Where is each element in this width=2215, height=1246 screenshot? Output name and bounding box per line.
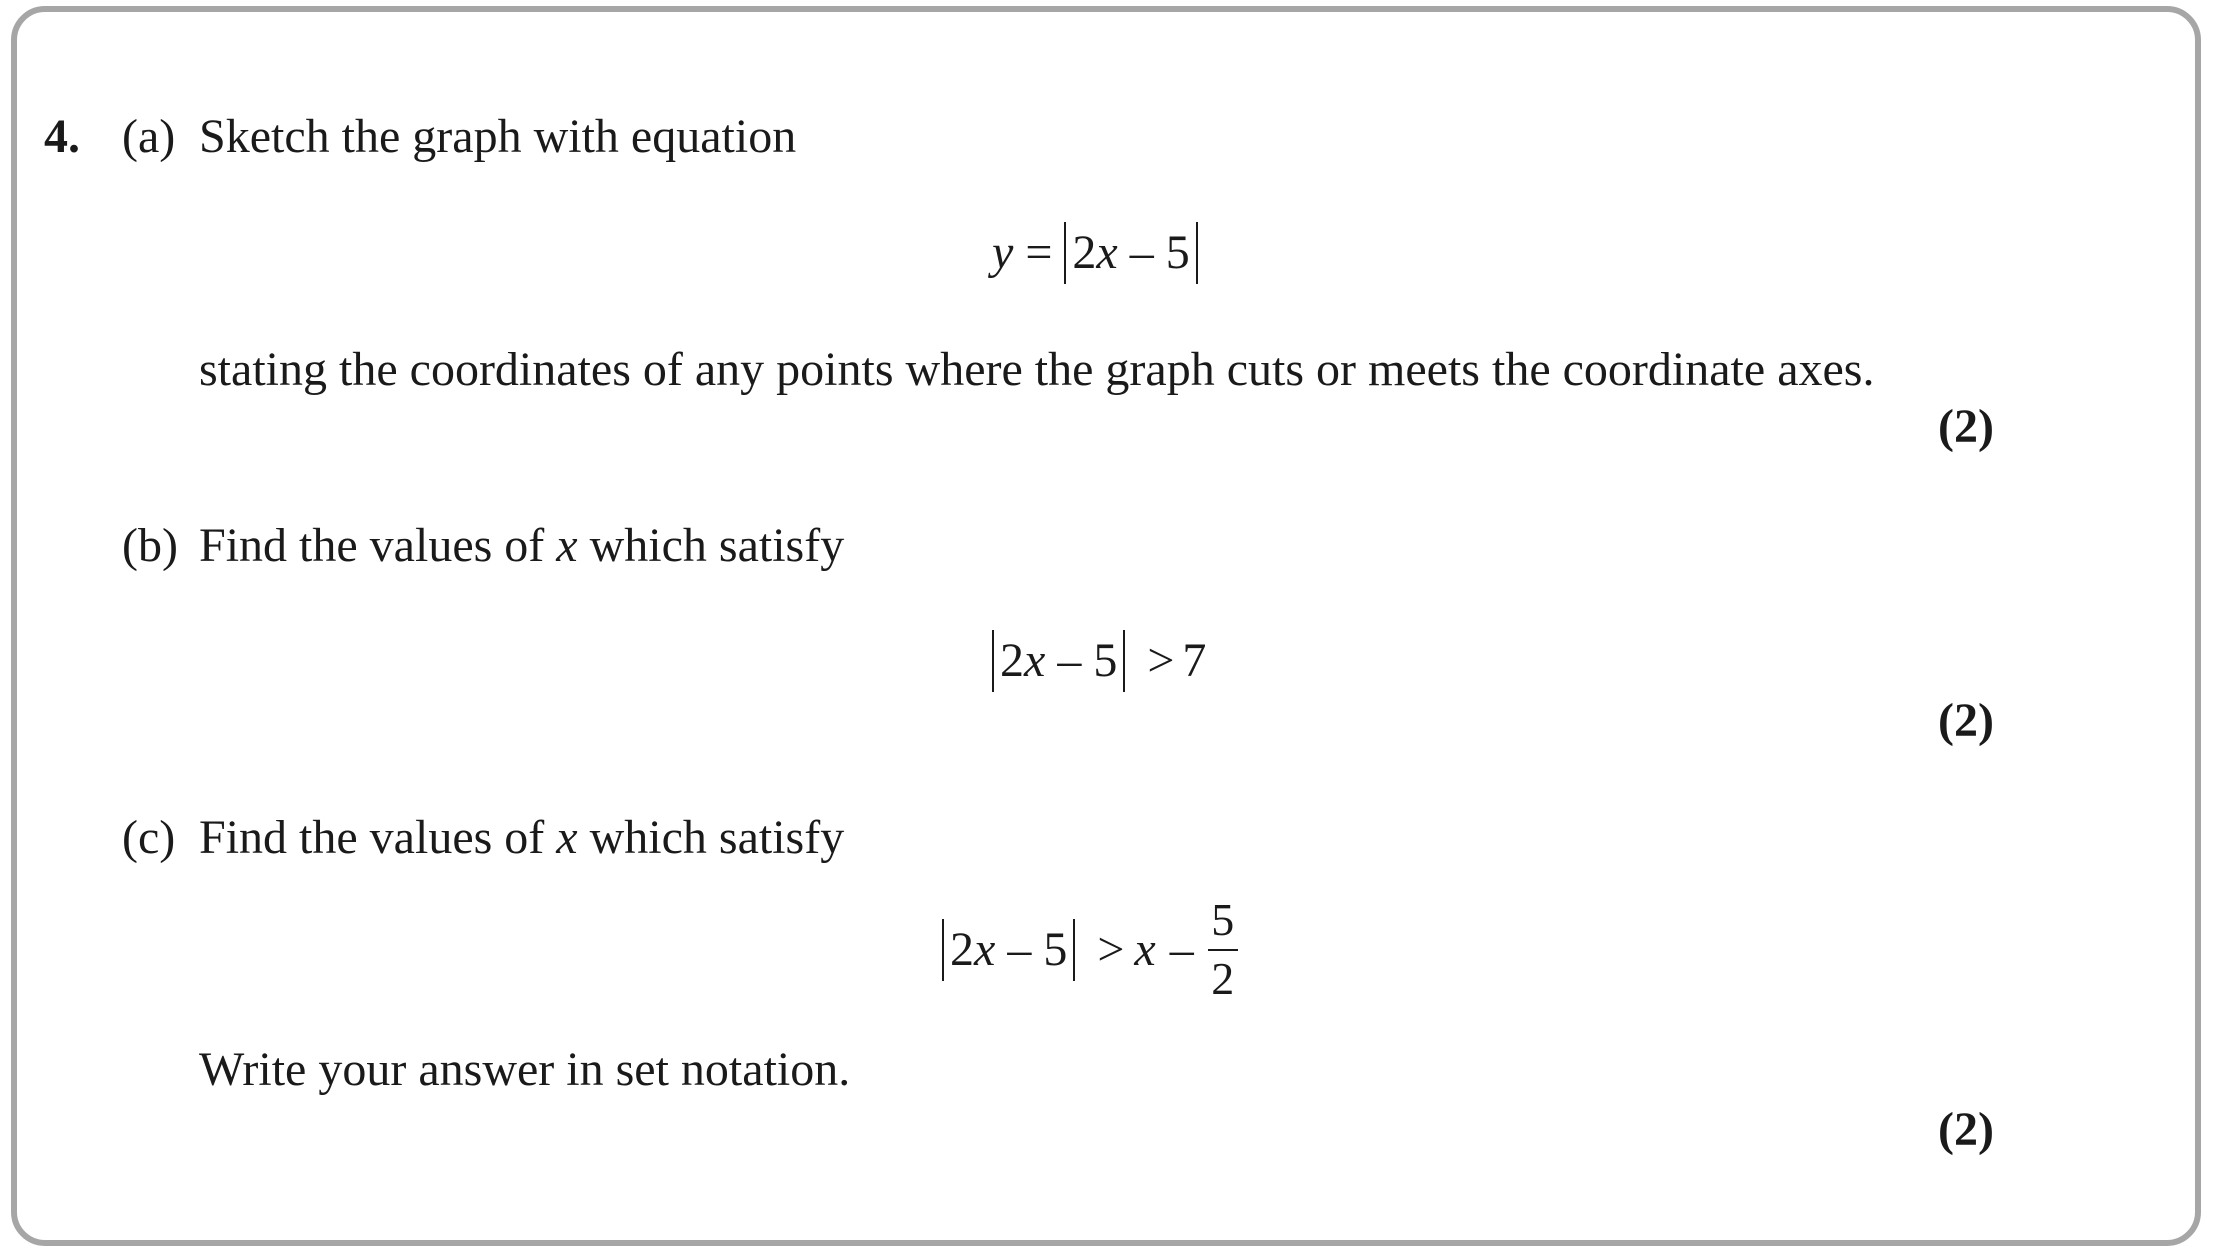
fraction-numerator: 5 [1211,894,1235,945]
abs-bar-right [1073,919,1075,981]
equation-rest: – 5 [1129,226,1190,279]
part-c-text2: Write your answer in set notation. [199,1043,851,1096]
inequality-inner: 2x [950,922,996,976]
part-b-text: Find the values of x which satisfy [199,519,845,572]
equation-y: y [992,226,1014,279]
part-c-inequality [942,894,1238,1004]
abs-bar-left [1064,222,1066,284]
abs-bar-right [1123,630,1125,692]
inequality-inner: 2x [1000,634,1046,687]
part-a-label: (a) [122,110,176,163]
abs-bar-left [942,919,944,981]
question-number: 4. [44,110,80,163]
inequality-rhs: 7 [1182,634,1207,687]
abs-bar-left [992,630,994,692]
fraction [1208,894,1238,1004]
part-a-equation [992,222,1198,284]
inequality-rest: – 5 [1007,922,1068,976]
inequality-op: > [1097,922,1125,976]
inequality-op: > [1147,634,1175,687]
equation-equals: = [1025,226,1053,279]
inequality-rhs-minus: – [1169,922,1194,976]
equation-inner: 2x [1072,226,1118,279]
inequality-rhs-var: x [1134,922,1156,976]
part-a-text2: stating the coordinates of any points where the graph cuts or meets the coordinate axes. [199,343,1875,396]
part-a-text: Sketch the graph with equation [199,110,797,163]
fraction-denominator: 2 [1211,953,1235,1004]
part-b-label: (b) [122,519,178,572]
part-c-label: (c) [122,811,176,864]
part-b-marks: (2) [1938,694,1994,747]
inequality-rest: – 5 [1057,634,1118,687]
abs-bar-right [1196,222,1198,284]
part-c-text: Find the values of x which satisfy [199,811,845,864]
fraction-line [1208,949,1238,951]
part-c-marks: (2) [1938,1103,1994,1156]
part-a-marks: (2) [1938,400,1994,453]
part-b-inequality [992,630,1206,692]
